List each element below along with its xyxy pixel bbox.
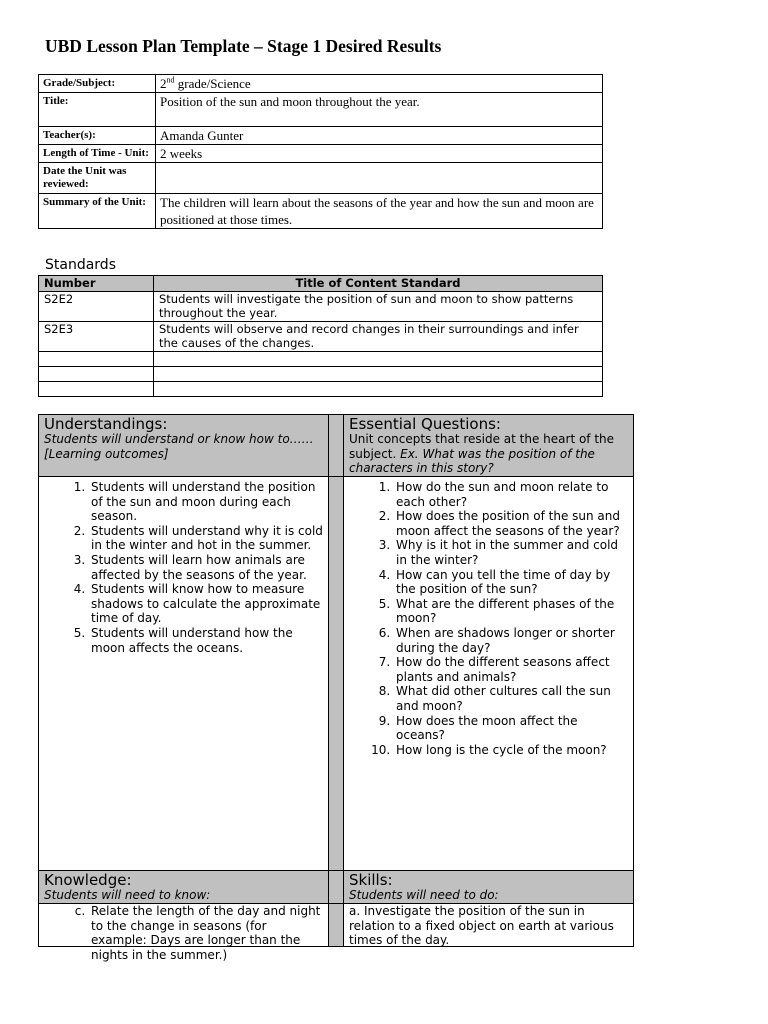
length-value: 2 weeks <box>156 145 603 163</box>
knowledge-item: c. Relate the length of the day and night to the change in seasons (for example: Days are longer than the nights in the summer.) <box>89 904 323 962</box>
standards-row-empty <box>39 381 603 396</box>
grade-number: 2 <box>160 76 167 91</box>
info-row-title <box>39 93 603 127</box>
essential-question-item: 1. How do the sun and moon relate to each other? <box>394 480 628 509</box>
grid-body-row-2 <box>39 904 634 947</box>
info-row-grade <box>39 75 603 93</box>
grade-ordinal-suffix: nd <box>166 75 175 85</box>
standards-row <box>39 321 603 351</box>
standards-row-empty <box>39 351 603 366</box>
essential-questions-header <box>344 415 634 477</box>
understanding-item: 4. Students will know how to measure shadows to calculate the approximate time of day. <box>89 582 323 626</box>
skills-body <box>344 904 634 947</box>
info-row-summary <box>39 194 603 229</box>
standards-table <box>38 275 603 397</box>
understanding-item: 1. Students will understand the position of the sun and moon during each season. <box>89 480 323 524</box>
date-reviewed-label: Date the Unit was reviewed: <box>39 163 156 194</box>
info-row-length <box>39 145 603 163</box>
knowledge-subtitle: Students will need to know: <box>44 888 211 902</box>
knowledge-clip <box>44 904 323 962</box>
essential-question-item: 4. How can you tell the time of day by the position of the sun? <box>394 568 628 597</box>
standard-number <box>39 366 154 381</box>
date-reviewed-value <box>156 163 603 194</box>
understandings-title: Understandings: <box>44 415 168 433</box>
understanding-item: 5. Students will understand how the moon affects the oceans. <box>89 626 323 655</box>
title-label: Title: <box>39 93 156 127</box>
knowledge-list <box>44 904 323 962</box>
standards-header-row <box>39 276 603 292</box>
understandings-list <box>44 480 323 655</box>
grade-label: Grade/Subject: <box>39 75 156 93</box>
essential-question-item: 2. How does the position of the sun and moon affect the seasons of the year? <box>394 509 628 538</box>
unit-info-table <box>38 74 603 229</box>
info-row-date-reviewed <box>39 163 603 194</box>
essential-question-item: 10. How long is the cycle of the moon? <box>394 743 628 758</box>
essential-questions-list <box>349 480 628 757</box>
essential-questions-subtitle-example: Ex. What was the position of the characters in this story? <box>349 446 595 476</box>
standard-title: Students will observe and record changes in their surroundings and infer the causes of the changes. <box>154 321 603 351</box>
teacher-label: Teacher(s): <box>39 127 156 145</box>
summary-label: Summary of the Unit: <box>39 194 156 229</box>
standard-number <box>39 351 154 366</box>
essential-question-item: 9. How does the moon affect the oceans? <box>394 714 628 743</box>
essential-questions-body <box>344 477 634 871</box>
essential-questions-subtitle-plain: Unit concepts that reside at the heart of the subject. <box>349 432 615 461</box>
skills-subtitle: Students will need to do: <box>349 888 499 902</box>
ubd-stage1-grid <box>38 414 634 962</box>
understandings-header <box>39 415 329 477</box>
understandings-body <box>39 477 329 871</box>
standard-number <box>39 381 154 396</box>
standards-col-number: Number <box>39 276 154 292</box>
grid-header-row <box>39 415 634 477</box>
grade-subject: grade/Science <box>174 76 251 91</box>
standards-row-empty <box>39 366 603 381</box>
summary-value: The children will learn about the seasons of the year and how the sun and moon are positioned at those times. <box>156 194 603 229</box>
understanding-item: 3. Students will learn how animals are affected by the seasons of the year. <box>89 553 323 582</box>
essential-question-item: 6. When are shadows longer or shorter during the day? <box>394 626 628 655</box>
essential-questions-subtitle <box>349 432 628 476</box>
essential-question-item: 3. Why is it hot in the summer and cold in the winter? <box>394 538 628 567</box>
standard-title <box>154 351 603 366</box>
grid-body-row <box>39 477 634 871</box>
standard-number: S2E3 <box>39 321 154 351</box>
standard-number: S2E2 <box>39 291 154 321</box>
understanding-item: 2. Students will understand why it is cold in the winter and hot in the summer. <box>89 524 323 553</box>
standards-heading: Standards <box>45 257 116 273</box>
standards-col-title: Title of Content Standard <box>154 276 603 292</box>
knowledge-header <box>39 871 329 904</box>
grid-divider <box>329 415 344 477</box>
knowledge-body <box>39 904 329 962</box>
skills-header <box>344 871 634 904</box>
skills-item: a. Investigate the position of the sun in relation to a fixed object on earth at various times of the day. <box>349 904 614 948</box>
grade-value <box>156 75 603 93</box>
standard-title <box>154 381 603 396</box>
knowledge-title: Knowledge: <box>44 871 132 889</box>
essential-question-item: 5. What are the different phases of the moon? <box>394 597 628 626</box>
standard-title: Students will investigate the position of sun and moon to show patterns throughout the year. <box>154 291 603 321</box>
standards-row <box>39 291 603 321</box>
essential-question-item: 8. What did other cultures call the sun and moon? <box>394 684 628 713</box>
grid-divider <box>329 904 344 947</box>
understandings-subtitle: Students will understand or know how to…… <box>44 432 314 446</box>
length-label: Length of Time - Unit: <box>39 145 156 163</box>
understandings-learning-outcomes: [Learning outcomes] <box>44 446 169 461</box>
grid-divider <box>329 477 344 871</box>
grid-header-row-2 <box>39 871 634 904</box>
document-title: UBD Lesson Plan Template – Stage 1 Desired Results <box>45 36 442 56</box>
essential-questions-title: Essential Questions: <box>349 415 501 433</box>
skills-title: Skills: <box>349 871 393 889</box>
grid-divider <box>329 871 344 904</box>
standard-title <box>154 366 603 381</box>
teacher-value: Amanda Gunter <box>156 127 603 145</box>
essential-question-item: 7. How do the different seasons affect plants and animals? <box>394 655 628 684</box>
info-row-teacher <box>39 127 603 145</box>
title-value: Position of the sun and moon throughout the year. <box>156 93 603 127</box>
